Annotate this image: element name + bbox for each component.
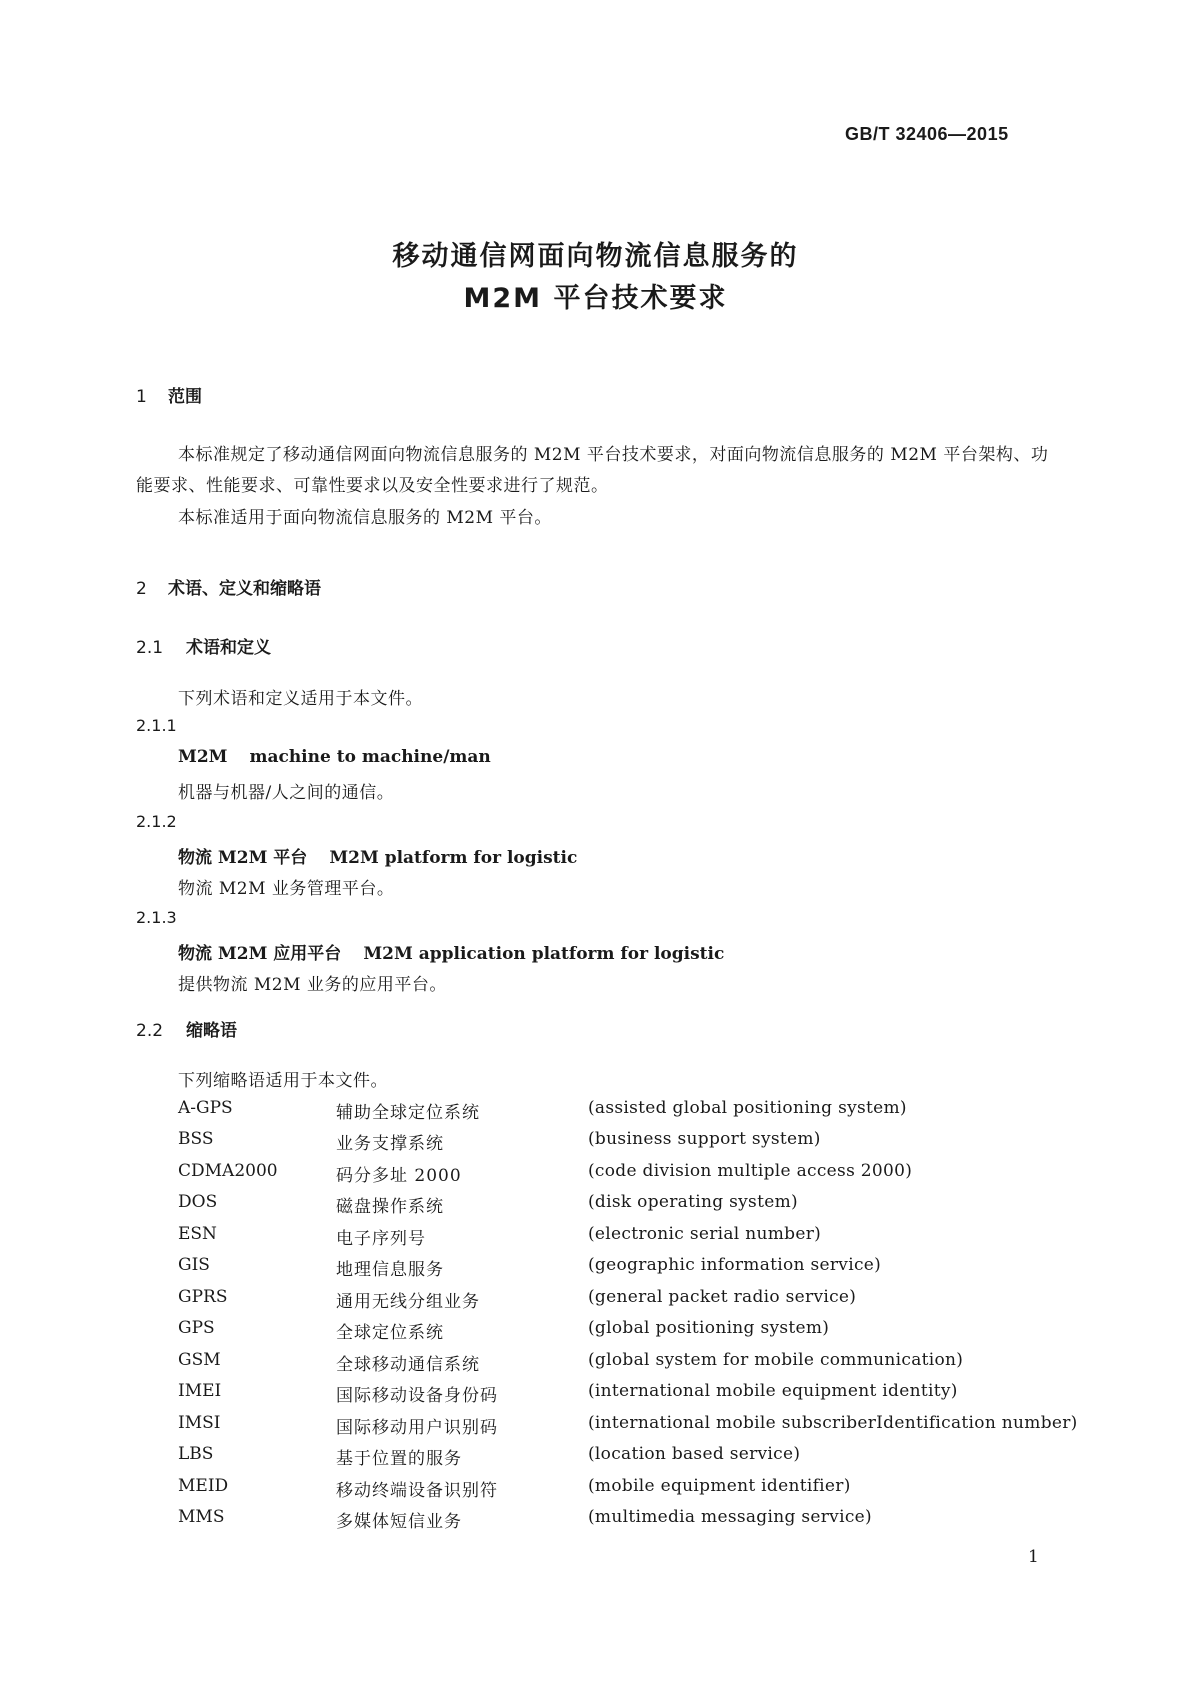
- section-1-heading: [136, 382, 202, 407]
- term-entry: [178, 747, 491, 767]
- abbreviation-english: (assisted global positioning system): [588, 1098, 907, 1118]
- abbreviation-chinese: 业务支撑系统: [336, 1134, 444, 1154]
- section-title: 范围: [168, 387, 202, 407]
- abbreviation-chinese: 多媒体短信业务: [336, 1512, 462, 1532]
- abbreviation-chinese: 国际移动用户识别码: [336, 1418, 498, 1438]
- term-definition: 物流 M2M 业务管理平台。: [178, 879, 395, 899]
- section-1-paragraph-1: 本标准规定了移动通信网面向物流信息服务的 M2M 平台技术要求，对面向物流信息服务的 M2M 平台架构、功能要求、性能要求、可靠性要求以及安全性要求进行了规范。: [136, 445, 1049, 496]
- abbreviation: GPS: [178, 1318, 215, 1338]
- section-2-2-heading: [136, 1016, 237, 1041]
- term-chinese: M2M: [178, 747, 228, 767]
- abbreviation: LBS: [178, 1444, 214, 1464]
- abbreviation: DOS: [178, 1192, 218, 1212]
- term-chinese: 物流 M2M 平台: [178, 848, 308, 868]
- section-number: 2: [136, 579, 147, 599]
- abbreviation: GSM: [178, 1350, 221, 1370]
- abbreviation-chinese: 码分多址 2000: [336, 1166, 462, 1186]
- abbreviation-row: [178, 1287, 1078, 1318]
- section-title: 术语和定义: [186, 638, 271, 658]
- abbreviation: GPRS: [178, 1287, 228, 1307]
- term-number: 2.1.2: [136, 812, 177, 831]
- abbreviation-chinese: 基于位置的服务: [336, 1449, 462, 1469]
- section-number: 2.2: [136, 1021, 164, 1041]
- abbreviation-english: (international mobile subscriberIdentification number): [588, 1413, 1078, 1433]
- term-chinese: 物流 M2M 应用平台: [178, 944, 342, 964]
- abbreviation-chinese: 地理信息服务: [336, 1260, 444, 1280]
- abbreviation-chinese: 磁盘操作系统: [336, 1197, 444, 1217]
- term-entry: [178, 843, 577, 868]
- abbreviation-chinese: 辅助全球定位系统: [336, 1103, 480, 1123]
- section-2-1-heading: [136, 633, 271, 658]
- abbreviation-row: [178, 1255, 1078, 1286]
- abbreviation-chinese: 通用无线分组业务: [336, 1292, 480, 1312]
- abbreviation-chinese: 全球移动通信系统: [336, 1355, 480, 1375]
- section-title: 缩略语: [186, 1021, 237, 1041]
- section-2-1-intro: 下列术语和定义适用于本文件。: [178, 689, 423, 709]
- term-english: M2M platform for logistic: [329, 848, 578, 868]
- abbreviation-row: [178, 1224, 1078, 1255]
- abbreviation-english: (location based service): [588, 1444, 801, 1464]
- abbreviation-english: (electronic serial number): [588, 1224, 822, 1244]
- term-definition: 机器与机器/人之间的通信。: [178, 783, 395, 803]
- section-number: 2.1: [136, 638, 164, 658]
- abbreviation-chinese: 电子序列号: [336, 1229, 426, 1249]
- abbreviation-english: (disk operating system): [588, 1192, 798, 1212]
- abbreviation: A-GPS: [178, 1098, 233, 1118]
- section-number: 1: [136, 387, 147, 407]
- abbreviation: CDMA2000: [178, 1161, 278, 1181]
- standard-code: GB/T 32406—2015: [845, 124, 1009, 144]
- abbreviation-row: [178, 1192, 1078, 1223]
- abbreviation-row: [178, 1381, 1078, 1412]
- document-title-line2: M2M 平台技术要求: [463, 283, 728, 314]
- abbreviation-english: (multimedia messaging service): [588, 1507, 872, 1527]
- abbreviation-english: (general packet radio service): [588, 1287, 857, 1307]
- abbreviation-english: (global system for mobile communication): [588, 1350, 964, 1370]
- abbreviation: IMSI: [178, 1413, 221, 1433]
- abbreviation-english: (international mobile equipment identity): [588, 1381, 958, 1401]
- abbreviation-english: (geographic information service): [588, 1255, 882, 1275]
- abbreviation-chinese: 移动终端设备识别符: [336, 1481, 498, 1501]
- abbreviation-english: (code division multiple access 2000): [588, 1161, 913, 1181]
- document-title-line1: 移动通信网面向物流信息服务的: [392, 241, 799, 272]
- term-entry: [178, 939, 724, 964]
- term-number: 2.1.1: [136, 716, 177, 735]
- term-definition: 提供物流 M2M 业务的应用平台。: [178, 975, 447, 995]
- section-2-2-intro: 下列缩略语适用于本文件。: [178, 1071, 388, 1091]
- section-1-paragraph-2: 本标准适用于面向物流信息服务的 M2M 平台。: [178, 508, 552, 528]
- abbreviation: IMEI: [178, 1381, 222, 1401]
- abbreviation-chinese: 国际移动设备身份码: [336, 1386, 498, 1406]
- abbreviation-row: [178, 1444, 1078, 1475]
- abbreviation: GIS: [178, 1255, 210, 1275]
- abbreviation-english: (business support system): [588, 1129, 821, 1149]
- abbreviation: MMS: [178, 1507, 225, 1527]
- abbreviation-row: [178, 1507, 1078, 1538]
- term-english: M2M application platform for logistic: [363, 944, 725, 964]
- abbreviation-row: [178, 1350, 1078, 1381]
- abbreviation: MEID: [178, 1476, 229, 1496]
- page-number: 1: [1028, 1547, 1039, 1567]
- abbreviation-row: [178, 1476, 1078, 1507]
- abbreviation: ESN: [178, 1224, 217, 1244]
- abbreviation-english: (mobile equipment identifier): [588, 1476, 851, 1496]
- abbreviation-row: [178, 1318, 1078, 1349]
- term-number: 2.1.3: [136, 908, 177, 927]
- term-english: machine to machine/man: [249, 747, 491, 767]
- abbreviation-row: [178, 1161, 1078, 1192]
- section-title: 术语、定义和缩略语: [168, 579, 321, 599]
- abbreviation: BSS: [178, 1129, 214, 1149]
- abbreviation-row: [178, 1098, 1078, 1129]
- abbreviation-chinese: 全球定位系统: [336, 1323, 444, 1343]
- abbreviation-english: (global positioning system): [588, 1318, 830, 1338]
- section-2-heading: [136, 574, 321, 599]
- abbreviation-row: [178, 1129, 1078, 1160]
- abbreviation-row: [178, 1413, 1078, 1444]
